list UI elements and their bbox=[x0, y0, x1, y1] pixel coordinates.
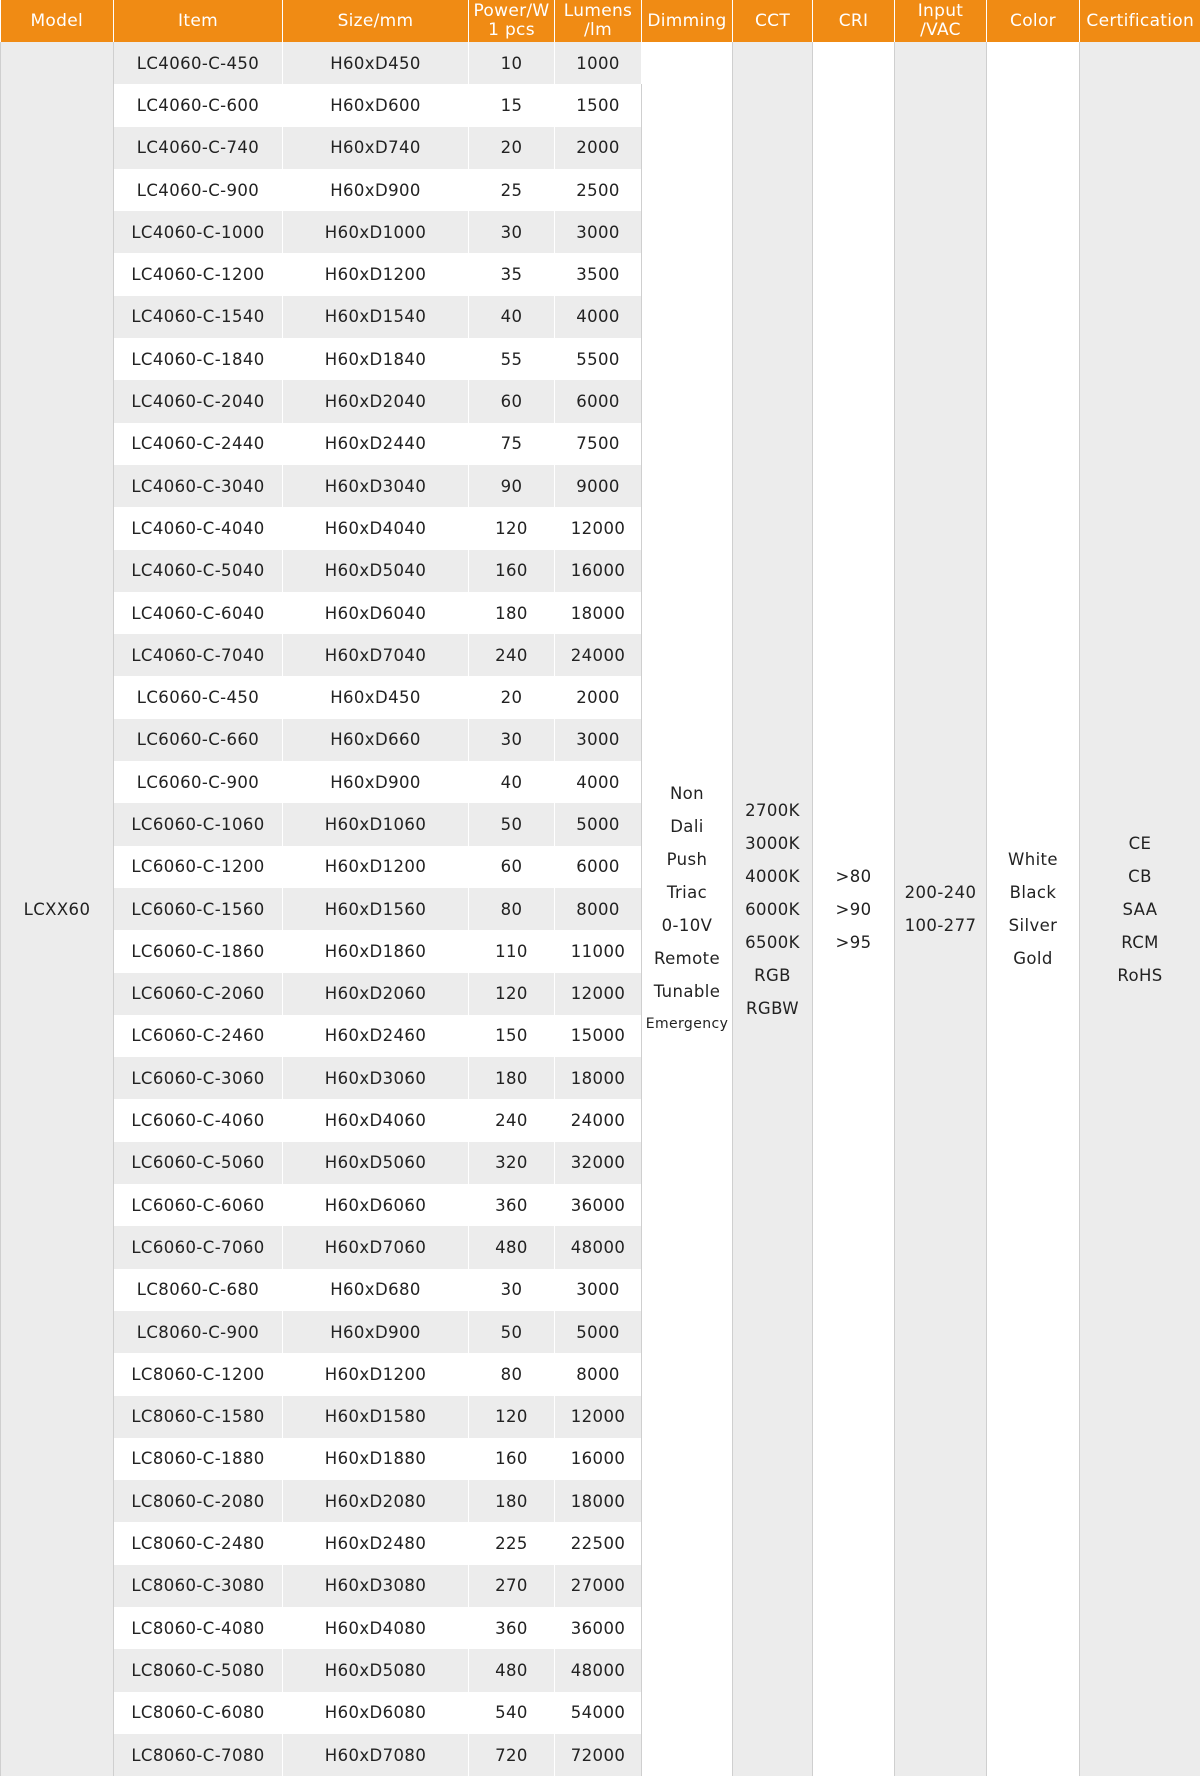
lumens-cell: 54000 bbox=[555, 1692, 642, 1734]
table-row bbox=[1, 42, 1200, 84]
size-cell: H60xD1000 bbox=[283, 211, 469, 253]
dimming-options-line: Tunable bbox=[653, 982, 721, 1002]
lumens-cell: 48000 bbox=[555, 1226, 642, 1268]
power-cell: 240 bbox=[469, 634, 555, 676]
power-cell: 160 bbox=[469, 550, 555, 592]
size-cell: H60xD3080 bbox=[283, 1565, 469, 1607]
lumens-cell: 16000 bbox=[555, 550, 642, 592]
lumens-cell: 5500 bbox=[555, 338, 642, 380]
size-cell: H60xD3040 bbox=[283, 465, 469, 507]
size-cell: H60xD450 bbox=[283, 42, 469, 84]
power-cell: 180 bbox=[469, 1057, 555, 1099]
power-cell: 50 bbox=[469, 1311, 555, 1353]
size-cell: H60xD7080 bbox=[283, 1734, 469, 1776]
power-cell: 20 bbox=[469, 676, 555, 718]
item-cell: LC8060-C-680 bbox=[114, 1269, 283, 1311]
size-cell: H60xD740 bbox=[283, 127, 469, 169]
input-voltage-options bbox=[895, 42, 987, 1776]
power-cell: 270 bbox=[469, 1565, 555, 1607]
header-certification: Certification bbox=[1080, 0, 1200, 42]
lumens-cell: 12000 bbox=[555, 973, 642, 1015]
size-cell: H60xD2440 bbox=[283, 423, 469, 465]
input-voltage-options-line: 100-277 bbox=[904, 916, 977, 936]
power-cell: 110 bbox=[469, 930, 555, 972]
power-cell: 180 bbox=[469, 592, 555, 634]
size-cell: H60xD6060 bbox=[283, 1184, 469, 1226]
header-color: Color bbox=[987, 0, 1080, 42]
table-body bbox=[1, 42, 1200, 1776]
size-cell: H60xD5080 bbox=[283, 1649, 469, 1691]
lumens-cell: 16000 bbox=[555, 1438, 642, 1480]
power-cell: 480 bbox=[469, 1649, 555, 1691]
item-cell: LC8060-C-3080 bbox=[114, 1565, 283, 1607]
cri-options-line: >95 bbox=[835, 932, 872, 952]
header-model: Model bbox=[1, 0, 114, 42]
header-power: Power/W 1 pcs bbox=[469, 0, 555, 42]
item-cell: LC8060-C-5080 bbox=[114, 1649, 283, 1691]
size-cell: H60xD7040 bbox=[283, 634, 469, 676]
power-cell: 10 bbox=[469, 42, 555, 84]
size-cell: H60xD1540 bbox=[283, 296, 469, 338]
power-cell: 30 bbox=[469, 1269, 555, 1311]
size-cell: H60xD1880 bbox=[283, 1438, 469, 1480]
cri-options-line: >80 bbox=[835, 866, 872, 886]
dimming-options-line: Remote bbox=[653, 949, 721, 969]
size-cell: H60xD2040 bbox=[283, 380, 469, 422]
power-cell: 25 bbox=[469, 169, 555, 211]
item-cell: LC8060-C-2480 bbox=[114, 1522, 283, 1564]
lumens-cell: 4000 bbox=[555, 296, 642, 338]
power-cell: 120 bbox=[469, 1396, 555, 1438]
lumens-cell: 3000 bbox=[555, 719, 642, 761]
size-cell: H60xD4040 bbox=[283, 507, 469, 549]
power-cell: 60 bbox=[469, 846, 555, 888]
size-cell: H60xD660 bbox=[283, 719, 469, 761]
dimming-options bbox=[642, 42, 733, 1776]
power-cell: 60 bbox=[469, 380, 555, 422]
item-cell: LC4060-C-1840 bbox=[114, 338, 283, 380]
certification-options-line: SAA bbox=[1122, 899, 1158, 919]
lumens-cell: 7500 bbox=[555, 423, 642, 465]
item-cell: LC6060-C-1860 bbox=[114, 930, 283, 972]
item-cell: LC4060-C-7040 bbox=[114, 634, 283, 676]
cct-options-line: 2700K bbox=[745, 800, 800, 820]
size-cell: H60xD1200 bbox=[283, 1353, 469, 1395]
item-cell: LC8060-C-1580 bbox=[114, 1396, 283, 1438]
model-cell: LCXX60 bbox=[1, 42, 114, 1776]
lumens-cell: 32000 bbox=[555, 1142, 642, 1184]
item-cell: LC4060-C-740 bbox=[114, 127, 283, 169]
lumens-cell: 22500 bbox=[555, 1522, 642, 1564]
lumens-cell: 6000 bbox=[555, 846, 642, 888]
certification-options bbox=[1080, 42, 1200, 1776]
size-cell: H60xD6040 bbox=[283, 592, 469, 634]
size-cell: H60xD900 bbox=[283, 1311, 469, 1353]
power-cell: 50 bbox=[469, 803, 555, 845]
size-cell: H60xD1860 bbox=[283, 930, 469, 972]
lumens-cell: 18000 bbox=[555, 1057, 642, 1099]
certification-options-line: CB bbox=[1128, 866, 1152, 886]
power-cell: 160 bbox=[469, 1438, 555, 1480]
item-cell: LC6060-C-4060 bbox=[114, 1099, 283, 1141]
lumens-cell: 9000 bbox=[555, 465, 642, 507]
item-cell: LC6060-C-5060 bbox=[114, 1142, 283, 1184]
cri-options bbox=[813, 42, 895, 1776]
header-item: Item bbox=[114, 0, 283, 42]
power-cell: 35 bbox=[469, 253, 555, 295]
cct-options-line: RGBW bbox=[746, 998, 799, 1018]
cri-options-line: >90 bbox=[835, 899, 872, 919]
lumens-cell: 8000 bbox=[555, 1353, 642, 1395]
header-size: Size/mm bbox=[283, 0, 469, 42]
lumens-cell: 2000 bbox=[555, 676, 642, 718]
header-lumens: Lumens /lm bbox=[555, 0, 642, 42]
item-cell: LC6060-C-2460 bbox=[114, 1015, 283, 1057]
cct-options-line: 3000K bbox=[745, 833, 800, 853]
size-cell: H60xD4080 bbox=[283, 1607, 469, 1649]
item-cell: LC8060-C-900 bbox=[114, 1311, 283, 1353]
power-cell: 15 bbox=[469, 84, 555, 126]
input-voltage-options-line: 200-240 bbox=[904, 883, 977, 903]
dimming-options-line: Dali bbox=[670, 817, 704, 837]
power-cell: 360 bbox=[469, 1607, 555, 1649]
item-cell: LC4060-C-1200 bbox=[114, 253, 283, 295]
item-cell: LC4060-C-5040 bbox=[114, 550, 283, 592]
lumens-cell: 2500 bbox=[555, 169, 642, 211]
item-cell: LC4060-C-4040 bbox=[114, 507, 283, 549]
lumens-cell: 12000 bbox=[555, 507, 642, 549]
header-row bbox=[1, 0, 1200, 42]
lumens-cell: 18000 bbox=[555, 1480, 642, 1522]
item-cell: LC8060-C-6080 bbox=[114, 1692, 283, 1734]
item-cell: LC6060-C-2060 bbox=[114, 973, 283, 1015]
power-cell: 40 bbox=[469, 761, 555, 803]
size-cell: H60xD3060 bbox=[283, 1057, 469, 1099]
size-cell: H60xD2460 bbox=[283, 1015, 469, 1057]
power-cell: 720 bbox=[469, 1734, 555, 1776]
lumens-cell: 48000 bbox=[555, 1649, 642, 1691]
lumens-cell: 11000 bbox=[555, 930, 642, 972]
item-cell: LC4060-C-600 bbox=[114, 84, 283, 126]
item-cell: LC8060-C-1200 bbox=[114, 1353, 283, 1395]
item-cell: LC6060-C-1060 bbox=[114, 803, 283, 845]
power-cell: 150 bbox=[469, 1015, 555, 1057]
cct-options-line: 6000K bbox=[745, 899, 800, 919]
size-cell: H60xD600 bbox=[283, 84, 469, 126]
lumens-cell: 4000 bbox=[555, 761, 642, 803]
item-cell: LC8060-C-1880 bbox=[114, 1438, 283, 1480]
item-cell: LC6060-C-1560 bbox=[114, 888, 283, 930]
header-input: Input /VAC bbox=[895, 0, 987, 42]
lumens-cell: 36000 bbox=[555, 1607, 642, 1649]
item-cell: LC4060-C-3040 bbox=[114, 465, 283, 507]
size-cell: H60xD680 bbox=[283, 1269, 469, 1311]
lumens-cell: 18000 bbox=[555, 592, 642, 634]
item-cell: LC4060-C-450 bbox=[114, 42, 283, 84]
power-cell: 30 bbox=[469, 211, 555, 253]
lumens-cell: 1000 bbox=[555, 42, 642, 84]
cct-options bbox=[733, 42, 813, 1776]
item-cell: LC8060-C-2080 bbox=[114, 1480, 283, 1522]
item-cell: LC6060-C-660 bbox=[114, 719, 283, 761]
power-cell: 180 bbox=[469, 1480, 555, 1522]
lumens-cell: 24000 bbox=[555, 1099, 642, 1141]
lumens-cell: 24000 bbox=[555, 634, 642, 676]
lumens-cell: 12000 bbox=[555, 1396, 642, 1438]
size-cell: H60xD1200 bbox=[283, 846, 469, 888]
power-cell: 120 bbox=[469, 973, 555, 1015]
lumens-cell: 2000 bbox=[555, 127, 642, 169]
power-cell: 40 bbox=[469, 296, 555, 338]
dimming-options-line: 0-10V bbox=[661, 916, 713, 936]
size-cell: H60xD1060 bbox=[283, 803, 469, 845]
certification-options-line: RoHS bbox=[1117, 965, 1163, 985]
size-cell: H60xD2060 bbox=[283, 973, 469, 1015]
lumens-cell: 36000 bbox=[555, 1184, 642, 1226]
lumens-cell: 1500 bbox=[555, 84, 642, 126]
lumens-cell: 5000 bbox=[555, 1311, 642, 1353]
size-cell: H60xD7060 bbox=[283, 1226, 469, 1268]
color-options-line: White bbox=[1008, 850, 1058, 870]
lumens-cell: 3000 bbox=[555, 211, 642, 253]
header-cct: CCT bbox=[733, 0, 813, 42]
header-dimming: Dimming bbox=[642, 0, 733, 42]
power-cell: 30 bbox=[469, 719, 555, 761]
power-cell: 360 bbox=[469, 1184, 555, 1226]
size-cell: H60xD4060 bbox=[283, 1099, 469, 1141]
item-cell: LC6060-C-450 bbox=[114, 676, 283, 718]
lumens-cell: 3500 bbox=[555, 253, 642, 295]
power-cell: 90 bbox=[469, 465, 555, 507]
dimming-options-line: Push bbox=[666, 850, 708, 870]
cct-options-line: RGB bbox=[754, 965, 791, 985]
certification-options-line: RCM bbox=[1121, 932, 1159, 952]
size-cell: H60xD1840 bbox=[283, 338, 469, 380]
color-options-line: Black bbox=[1009, 883, 1057, 903]
lumens-cell: 8000 bbox=[555, 888, 642, 930]
power-cell: 20 bbox=[469, 127, 555, 169]
power-cell: 480 bbox=[469, 1226, 555, 1268]
lumens-cell: 3000 bbox=[555, 1269, 642, 1311]
size-cell: H60xD450 bbox=[283, 676, 469, 718]
lumens-cell: 15000 bbox=[555, 1015, 642, 1057]
item-cell: LC4060-C-2040 bbox=[114, 380, 283, 422]
size-cell: H60xD5040 bbox=[283, 550, 469, 592]
power-cell: 120 bbox=[469, 507, 555, 549]
item-cell: LC6060-C-7060 bbox=[114, 1226, 283, 1268]
color-options-line: Silver bbox=[1008, 916, 1058, 936]
power-cell: 80 bbox=[469, 1353, 555, 1395]
lumens-cell: 5000 bbox=[555, 803, 642, 845]
item-cell: LC4060-C-1540 bbox=[114, 296, 283, 338]
dimming-options-line: Non bbox=[669, 784, 705, 804]
size-cell: H60xD1200 bbox=[283, 253, 469, 295]
item-cell: LC8060-C-7080 bbox=[114, 1734, 283, 1776]
item-cell: LC4060-C-900 bbox=[114, 169, 283, 211]
size-cell: H60xD2080 bbox=[283, 1480, 469, 1522]
item-cell: LC6060-C-900 bbox=[114, 761, 283, 803]
color-options bbox=[987, 42, 1080, 1776]
color-options-line: Gold bbox=[1013, 949, 1053, 969]
item-cell: LC6060-C-6060 bbox=[114, 1184, 283, 1226]
lumens-cell: 72000 bbox=[555, 1734, 642, 1776]
size-cell: H60xD5060 bbox=[283, 1142, 469, 1184]
item-cell: LC4060-C-6040 bbox=[114, 592, 283, 634]
header-cri: CRI bbox=[813, 0, 895, 42]
dimming-options-line: Emergency bbox=[645, 1016, 729, 1033]
power-cell: 55 bbox=[469, 338, 555, 380]
item-cell: LC4060-C-1000 bbox=[114, 211, 283, 253]
size-cell: H60xD1560 bbox=[283, 888, 469, 930]
item-cell: LC4060-C-2440 bbox=[114, 423, 283, 465]
item-cell: LC8060-C-4080 bbox=[114, 1607, 283, 1649]
power-cell: 80 bbox=[469, 888, 555, 930]
power-cell: 240 bbox=[469, 1099, 555, 1141]
lumens-cell: 27000 bbox=[555, 1565, 642, 1607]
power-cell: 75 bbox=[469, 423, 555, 465]
certification-options-line: CE bbox=[1128, 833, 1152, 853]
size-cell: H60xD900 bbox=[283, 761, 469, 803]
dimming-options-line: Triac bbox=[666, 883, 708, 903]
size-cell: H60xD6080 bbox=[283, 1692, 469, 1734]
power-cell: 320 bbox=[469, 1142, 555, 1184]
size-cell: H60xD1580 bbox=[283, 1396, 469, 1438]
size-cell: H60xD900 bbox=[283, 169, 469, 211]
power-cell: 540 bbox=[469, 1692, 555, 1734]
power-cell: 225 bbox=[469, 1522, 555, 1564]
item-cell: LC6060-C-1200 bbox=[114, 846, 283, 888]
size-cell: H60xD2480 bbox=[283, 1522, 469, 1564]
cct-options-line: 6500K bbox=[745, 932, 800, 952]
item-cell: LC6060-C-3060 bbox=[114, 1057, 283, 1099]
lumens-cell: 6000 bbox=[555, 380, 642, 422]
cct-options-line: 4000K bbox=[745, 866, 800, 886]
